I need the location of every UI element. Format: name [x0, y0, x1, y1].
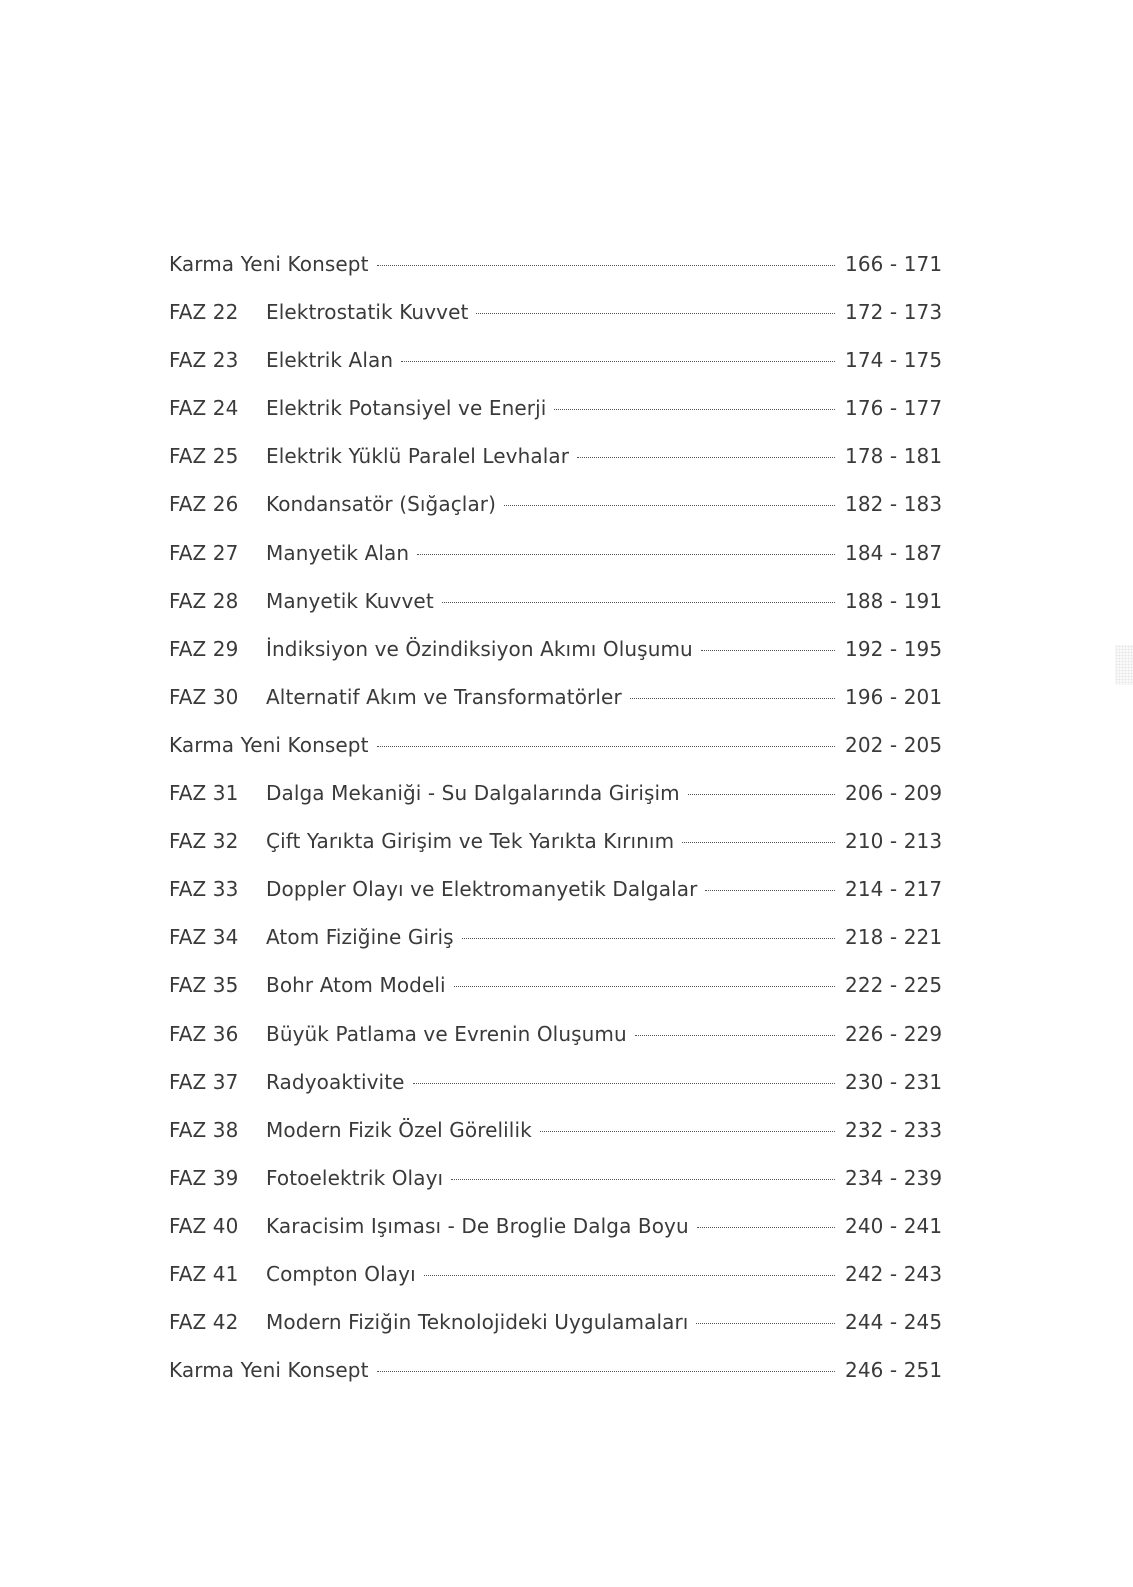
dot-leader [377, 264, 835, 266]
page-range: 202 - 205 [845, 732, 943, 757]
chapter-title: Karma Yeni Konsept [169, 1358, 369, 1383]
toc-row[interactable] [169, 300, 941, 348]
page-range: 184 - 187 [845, 540, 943, 565]
faz-number: FAZ 27 [169, 540, 239, 565]
dot-leader [688, 793, 835, 795]
dot-leader [451, 1178, 835, 1180]
faz-number: FAZ 22 [169, 300, 239, 325]
page-range: 222 - 225 [845, 973, 943, 998]
toc-row[interactable] [169, 829, 941, 877]
faz-number: FAZ 23 [169, 348, 239, 373]
faz-number: FAZ 24 [169, 396, 239, 421]
toc-row[interactable] [169, 637, 941, 685]
faz-number: FAZ 41 [169, 1261, 239, 1286]
faz-number: FAZ 36 [169, 1021, 239, 1046]
chapter-title: Çift Yarıkta Girişim ve Tek Yarıkta Kırınım [266, 829, 675, 854]
chapter-title: Elektrik Yüklü Paralel Levhalar [266, 444, 570, 469]
page-range: 230 - 231 [845, 1069, 943, 1094]
faz-number: FAZ 39 [169, 1165, 239, 1190]
toc-row[interactable] [169, 1118, 941, 1166]
faz-number: FAZ 32 [169, 829, 239, 854]
page-range: 166 - 171 [845, 252, 943, 276]
toc-row[interactable] [169, 1166, 941, 1214]
dot-leader [476, 312, 835, 314]
chapter-title: Elektrik Potansiyel ve Enerji [266, 396, 547, 421]
dot-leader [401, 360, 835, 362]
page-range: 242 - 243 [845, 1261, 943, 1286]
faz-number: FAZ 38 [169, 1117, 239, 1142]
chapter-title: Modern Fiziğin Teknolojideki Uygulamaları [266, 1310, 689, 1335]
page-edge-texture [1115, 645, 1133, 685]
chapter-title: Fotoelektrik Olayı [266, 1165, 444, 1190]
toc-row[interactable] [169, 492, 941, 540]
chapter-title: Alternatif Akım ve Transformatörler [266, 684, 622, 709]
page-range: 192 - 195 [845, 636, 943, 661]
dot-leader [577, 456, 835, 458]
chapter-title: Manyetik Kuvvet [266, 588, 434, 613]
chapter-title: Dalga Mekaniği - Su Dalgalarında Girişim [266, 781, 680, 806]
toc-row[interactable] [169, 589, 941, 637]
chapter-title: Elektrik Alan [266, 348, 394, 373]
toc-row[interactable] [169, 781, 941, 829]
page-range: 206 - 209 [845, 781, 943, 806]
page-range: 244 - 245 [845, 1310, 943, 1335]
chapter-title: Karma Yeni Konsept [169, 252, 369, 276]
page-range: 232 - 233 [845, 1117, 943, 1142]
toc-row[interactable] [169, 925, 941, 973]
toc-row[interactable] [169, 1358, 941, 1406]
faz-number: FAZ 33 [169, 877, 239, 902]
chapter-title: Bohr Atom Modeli [266, 973, 446, 998]
chapter-title: Modern Fizik Özel Görelilik [266, 1117, 532, 1142]
faz-number: FAZ 29 [169, 636, 239, 661]
faz-number: FAZ 31 [169, 781, 239, 806]
chapter-title: İndiksiyon ve Özindiksiyon Akımı Oluşumu [266, 636, 693, 661]
dot-leader [697, 1226, 835, 1228]
dot-leader [705, 889, 835, 891]
page-range: 178 - 181 [845, 444, 943, 469]
chapter-title: Manyetik Alan [266, 540, 410, 565]
toc-row[interactable] [169, 973, 941, 1021]
chapter-title: Radyoaktivite [266, 1069, 405, 1094]
dot-leader [635, 1034, 835, 1036]
page-range: 240 - 241 [845, 1213, 943, 1238]
dot-leader [413, 1082, 835, 1084]
dot-leader [701, 649, 835, 651]
page-range: 226 - 229 [845, 1021, 943, 1046]
dot-leader [630, 697, 835, 699]
toc-row[interactable] [169, 877, 941, 925]
dot-leader [417, 553, 835, 555]
faz-number: FAZ 40 [169, 1213, 239, 1238]
dot-leader [424, 1274, 835, 1276]
dot-leader [377, 745, 835, 747]
dot-leader [462, 937, 835, 939]
toc-row[interactable] [169, 252, 941, 300]
chapter-title: Compton Olayı [266, 1261, 416, 1286]
page-range: 196 - 201 [845, 684, 943, 709]
faz-number: FAZ 26 [169, 492, 239, 517]
faz-number: FAZ 37 [169, 1069, 239, 1094]
faz-number: FAZ 42 [169, 1310, 239, 1335]
toc-row[interactable] [169, 685, 941, 733]
chapter-title: Karma Yeni Konsept [169, 732, 369, 757]
chapter-title: Doppler Olayı ve Elektromanyetik Dalgalar [266, 877, 698, 902]
toc-row[interactable] [169, 1022, 941, 1070]
table-of-contents [169, 252, 941, 1406]
page-range: 210 - 213 [845, 829, 943, 854]
toc-row[interactable] [169, 1070, 941, 1118]
dot-leader [442, 601, 835, 603]
page-range: 246 - 251 [845, 1358, 943, 1383]
dot-leader [504, 504, 835, 506]
toc-row[interactable] [169, 1214, 941, 1262]
page-range: 182 - 183 [845, 492, 943, 517]
toc-row[interactable] [169, 541, 941, 589]
dot-leader [454, 985, 835, 987]
faz-number: FAZ 35 [169, 973, 239, 998]
faz-number: FAZ 34 [169, 925, 239, 950]
dot-leader [540, 1130, 835, 1132]
page-range: 218 - 221 [845, 925, 943, 950]
chapter-title: Elektrostatik Kuvvet [266, 300, 469, 325]
faz-number: FAZ 28 [169, 588, 239, 613]
toc-row[interactable] [169, 1310, 941, 1358]
page-range: 214 - 217 [845, 877, 943, 902]
chapter-title: Kondansatör (Sığaçlar) [266, 492, 497, 517]
chapter-title: Büyük Patlama ve Evrenin Oluşumu [266, 1021, 627, 1046]
dot-leader [554, 408, 835, 410]
faz-number: FAZ 25 [169, 444, 239, 469]
chapter-title: Karacisim Işıması - De Broglie Dalga Boyu [266, 1213, 689, 1238]
page-range: 174 - 175 [845, 348, 943, 373]
page-range: 176 - 177 [845, 396, 943, 421]
toc-row[interactable] [169, 348, 941, 396]
chapter-title: Atom Fiziğine Giriş [266, 925, 454, 950]
faz-number: FAZ 30 [169, 684, 239, 709]
page-range: 234 - 239 [845, 1165, 943, 1190]
page-range: 172 - 173 [845, 300, 943, 325]
toc-row[interactable] [169, 733, 941, 781]
page-range: 188 - 191 [845, 588, 943, 613]
toc-row[interactable] [169, 1262, 941, 1310]
dot-leader [377, 1370, 835, 1372]
toc-row[interactable] [169, 396, 941, 444]
dot-leader [682, 841, 835, 843]
dot-leader [696, 1322, 835, 1324]
toc-row[interactable] [169, 444, 941, 492]
